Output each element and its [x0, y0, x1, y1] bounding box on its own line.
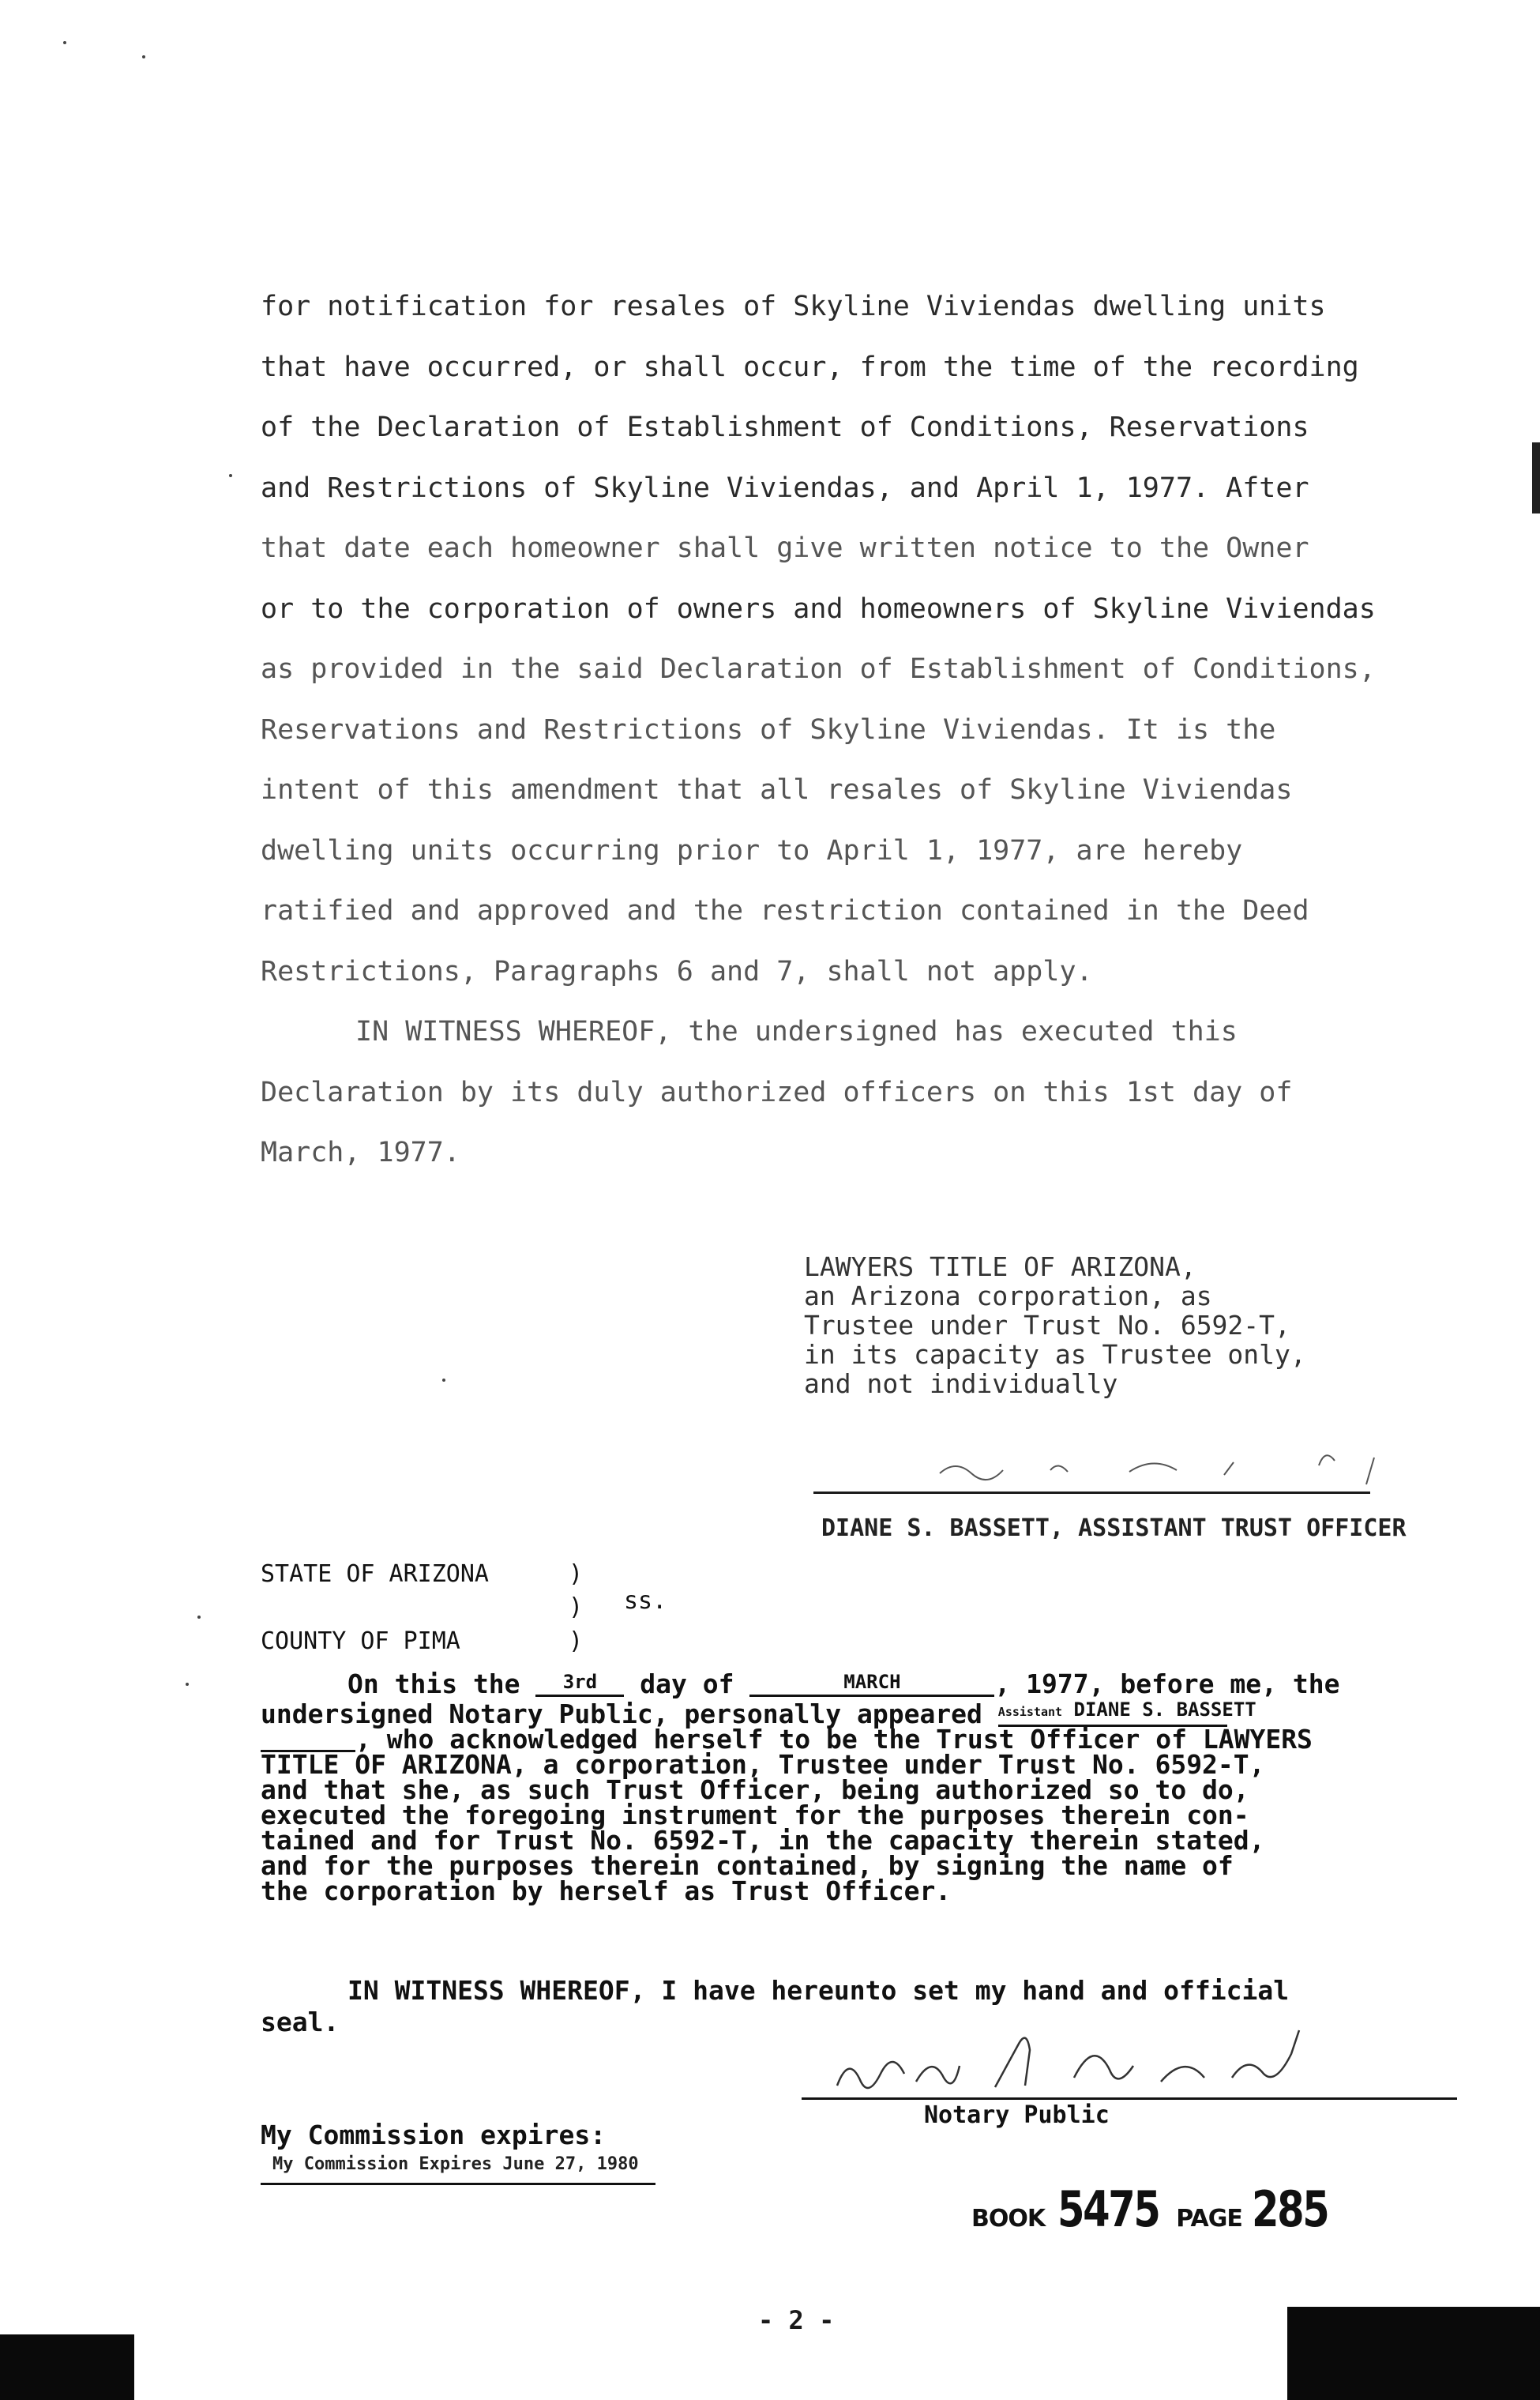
ack-line: and that she, as such Trust Officer, being authorized so to do,	[261, 1774, 1249, 1805]
body-line: ratified and approved and the restriction contained in the Deed	[261, 895, 1309, 927]
body-line: dwelling units occurring prior to April 1, 1977, are hereby	[261, 834, 1243, 867]
acknowledgment-block	[261, 1669, 1493, 1904]
trustee-line: in its capacity as Trustee only,	[804, 1339, 1306, 1370]
venue-block	[261, 1555, 667, 1661]
venue-ss: ss.	[624, 1587, 667, 1615]
trustee-line: an Arizona corporation, as	[804, 1281, 1212, 1311]
witness-line: IN WITNESS WHEREOF, I have hereunto set my hand and official	[347, 1975, 1290, 2006]
body-line: Restrictions, Paragraphs 6 and 7, shall not apply.	[261, 955, 1093, 987]
venue-county: COUNTY OF PIMA	[261, 1627, 460, 1655]
ack-appeared-name: Assistant DIANE S. BASSETT	[998, 1697, 1227, 1727]
venue-bracket: )	[569, 1627, 584, 1655]
commission-stamp: My Commission Expires June 27, 1980	[272, 2154, 639, 2174]
body-line: that have occurred, or shall occur, from the time of the recording	[261, 351, 1359, 383]
scan-corner-right	[1287, 2307, 1540, 2400]
book-label: BOOK	[971, 2205, 1046, 2233]
scan-dot	[197, 1616, 201, 1619]
trustee-line: and not individually	[804, 1368, 1118, 1399]
recording-reference	[971, 2180, 1337, 2238]
notary-public-label: Notary Public	[924, 2101, 1110, 2129]
notary-signature	[821, 2022, 1343, 2097]
scan-dot	[63, 41, 66, 44]
ack-line: executed the foregoing instrument for the purposes therein con-	[261, 1800, 1249, 1830]
body-line: that date each homeowner shall give written notice to the Owner	[261, 532, 1309, 564]
body-line: or to the corporation of owners and homeowners of Skyline Viviendas	[261, 592, 1376, 625]
ack-line: the corporation by herself as Trust Officer.	[261, 1875, 952, 1906]
trust-officer-signature-line	[813, 1492, 1370, 1494]
ack-month-field: MARCH	[749, 1669, 994, 1697]
witness-line: IN WITNESS WHEREOF, the undersigned has executed this	[355, 1016, 1238, 1048]
scan-dot	[442, 1379, 445, 1382]
notary-signature-line	[802, 2097, 1457, 2100]
ack-day-prefix: On this the	[347, 1668, 520, 1699]
body-line: as provided in the said Declaration of Establishment of Conditions,	[261, 653, 1376, 685]
ack-day-mid: day of	[640, 1668, 734, 1699]
page-number: - 2 -	[758, 2305, 835, 2335]
scan-dot	[142, 55, 145, 58]
body-line: for notification for resales of Skyline Viviendas dwelling units	[261, 291, 1326, 322]
ack-line: undersigned Notary Public, personally appeared	[261, 1698, 982, 1729]
trustee-block	[804, 1252, 1306, 1398]
scan-dot	[229, 474, 232, 477]
ack-year-suffix: , 1977, before me, the	[994, 1668, 1340, 1699]
body-text	[261, 276, 1493, 1183]
trustee-line: LAWYERS TITLE OF ARIZONA,	[804, 1251, 1196, 1282]
venue-bracket: )	[569, 1560, 584, 1588]
ack-line: TITLE OF ARIZONA, a corporation, Trustee under Trust No. 6592-T,	[261, 1749, 1265, 1780]
page-ref-number: 285	[1251, 2180, 1328, 2238]
body-line: and Restrictions of Skyline Viviendas, and April 1, 1977. After	[261, 472, 1309, 504]
witness-line: seal.	[261, 2007, 340, 2037]
commission-label: My Commission expires:	[261, 2120, 607, 2150]
body-line: March, 1977.	[261, 1137, 460, 1168]
body-line: Declaration by its duly authorized officers on this 1st day of	[261, 1076, 1293, 1108]
book-number: 5475	[1057, 2180, 1159, 2238]
ack-appeared-title: Assistant	[997, 1705, 1063, 1719]
body-line: intent of this amendment that all resales of Skyline Viviendas	[261, 774, 1293, 806]
page-label: PAGE	[1176, 2205, 1242, 2233]
venue-state: STATE OF ARIZONA	[261, 1560, 489, 1588]
trust-officer-signature	[908, 1442, 1398, 1489]
ack-line: , who acknowledged herself to be the Trust Officer of LAWYERS	[355, 1724, 1313, 1755]
ack-line: tained and for Trust No. 6592-T, in the capacity therein stated,	[261, 1825, 1265, 1856]
scan-corner-left	[0, 2334, 134, 2400]
trustee-line: Trustee under Trust No. 6592-T,	[804, 1310, 1290, 1341]
ack-line: and for the purposes therein contained, by signing the name of	[261, 1850, 1234, 1881]
body-line: of the Declaration of Establishment of Conditions, Reservations	[261, 412, 1309, 443]
scan-edge-mark	[1532, 442, 1540, 513]
scan-dot	[186, 1683, 189, 1686]
commission-line	[261, 2183, 655, 2185]
body-line: Reservations and Restrictions of Skyline Viviendas. It is the	[261, 713, 1276, 746]
trust-officer-name: DIANE S. BASSETT, ASSISTANT TRUST OFFICER	[821, 1514, 1407, 1542]
ack-day-field: 3rd	[535, 1669, 624, 1697]
venue-bracket: )	[569, 1593, 584, 1621]
